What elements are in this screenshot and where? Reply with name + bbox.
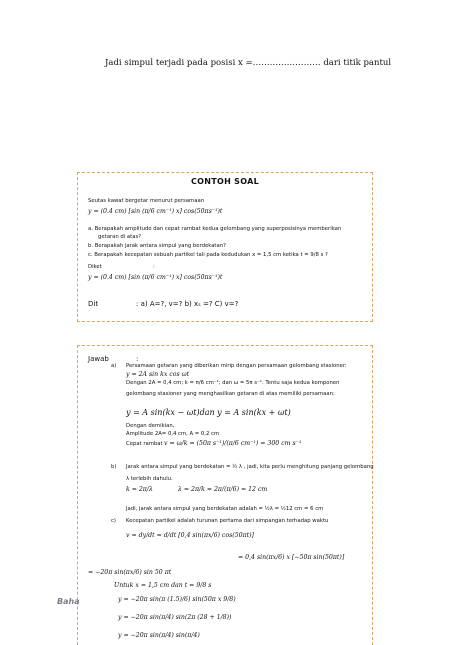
part-b-label: b) [111,464,117,470]
diket-equation: y = (0.4 cm) [sin (π/6 cm⁻¹) x] cos(50πs⁻¹)t [88,274,223,281]
example-intro: Seutas kawat bergetar menurut persamaan [88,198,205,204]
part-a-label: a) [111,363,117,369]
example-title: CONTOH SOAL [190,177,260,186]
question-a-line1: a. Berapakah amplitudo dan cepat rambat kedua gelombang yang superposisinya memberikan [88,226,342,232]
part-a-dengan: Dengan demikian, [126,423,175,429]
part-c-eq6: y = −20π sin(π/4) sin(π/4) [118,632,200,639]
part-b-k: k = 2π/λ [126,486,153,493]
part-c-eq5: y = −20π sin(π/4) sin(2π (28 + 1/8)) [118,614,232,621]
part-b-result: Jadi, jarak antara simpul yang berdekatan adalah = ½λ = ½12 cm = 6 cm [126,506,324,512]
question-a-line2: getaran di atas? [98,234,142,240]
part-a-eq-big: y = A sin(kx − ωt)dan y = A sin(kx + ωt) [126,408,291,417]
side-label: Baha [57,597,80,606]
example-box [77,172,373,322]
diket-colon: : [153,264,155,270]
part-a-line2: Dengan 2A = 0,4 cm; k = π/6 cm⁻¹; dan ω = 5π s⁻¹. Tentu saja kedua komponen [126,380,340,386]
part-c-eq2: = 0,4 sin(πx/6) x [−50π sin(50πt)] [238,554,345,561]
example-equation: y = (0.4 cm) [sin (π/6 cm⁻¹) x] cos(50πs⁻¹)t [88,208,223,215]
part-c-label: c) [111,518,116,524]
dit-items: : a) A=?, v=? b) xₛ =? C) v=? [136,300,239,308]
part-a-line3: gelombang stasioner yang menghasilkan getaran di atas memiliki persamaan: [126,391,335,397]
answer-box [77,345,373,645]
part-c-eq3: = −20π sin(πx/6) sin 50 πt [88,569,172,576]
part-a-speed-label: Cepat rambat [126,441,163,447]
part-b-text2: λ terlebih dahulu. [126,476,173,482]
diket-label: Diket [88,264,102,270]
jawab-colon: : [136,355,139,363]
part-a-speed-eq: v = ω/k = (50π s⁻¹)/(π/6 cm⁻¹) = 300 cm s⁻¹ [164,440,302,447]
top-line: Jadi simpul terjadi pada posisi x =…………………… dari titik pantul [105,58,392,68]
part-b-lambda: λ = 2π/k = 2π/(π/6) = 12 cm [178,486,268,493]
jawab-label: Jawab [88,355,109,363]
part-b-text: Jarak antara simpul yang berdekatan = ½ λ , jadi, kita perlu menghitung panjang gelombang [126,464,374,470]
part-c-text: Kecepatan partikel adalah turunan pertama dari simpangan terhadap waktu [126,518,329,524]
question-c: c. Berapakah kecepatan sebuah partikel tali pada kedudukan x = 1,5 cm ketika t = 9/8 s ? [88,252,328,258]
part-a-text: Persamaan getaran yang diberikan mirip dengan persamaan gelombang stasioner: [126,363,347,369]
dit-label: Dit [88,300,99,308]
part-a-amplitude: Amplitude 2A= 0,4 cm, A = 0,2 cm [126,431,220,437]
part-c-untuk: Untuk x = 1,5 cm dan t = 9/8 s [114,582,212,589]
question-b: b. Berapakah jarak antara simpul yang berdekatan? [88,243,226,249]
part-c-eq4: y = −20π sin(π (1.5)/6) sin(50π x 9/8) [118,596,236,603]
part-a-eq1: y = 2A sin kx cos ωt [126,371,190,378]
part-c-eq1: v = dy/dt = d/dt [0,4 sin(πx/6) cos(50πt)] [126,532,254,539]
